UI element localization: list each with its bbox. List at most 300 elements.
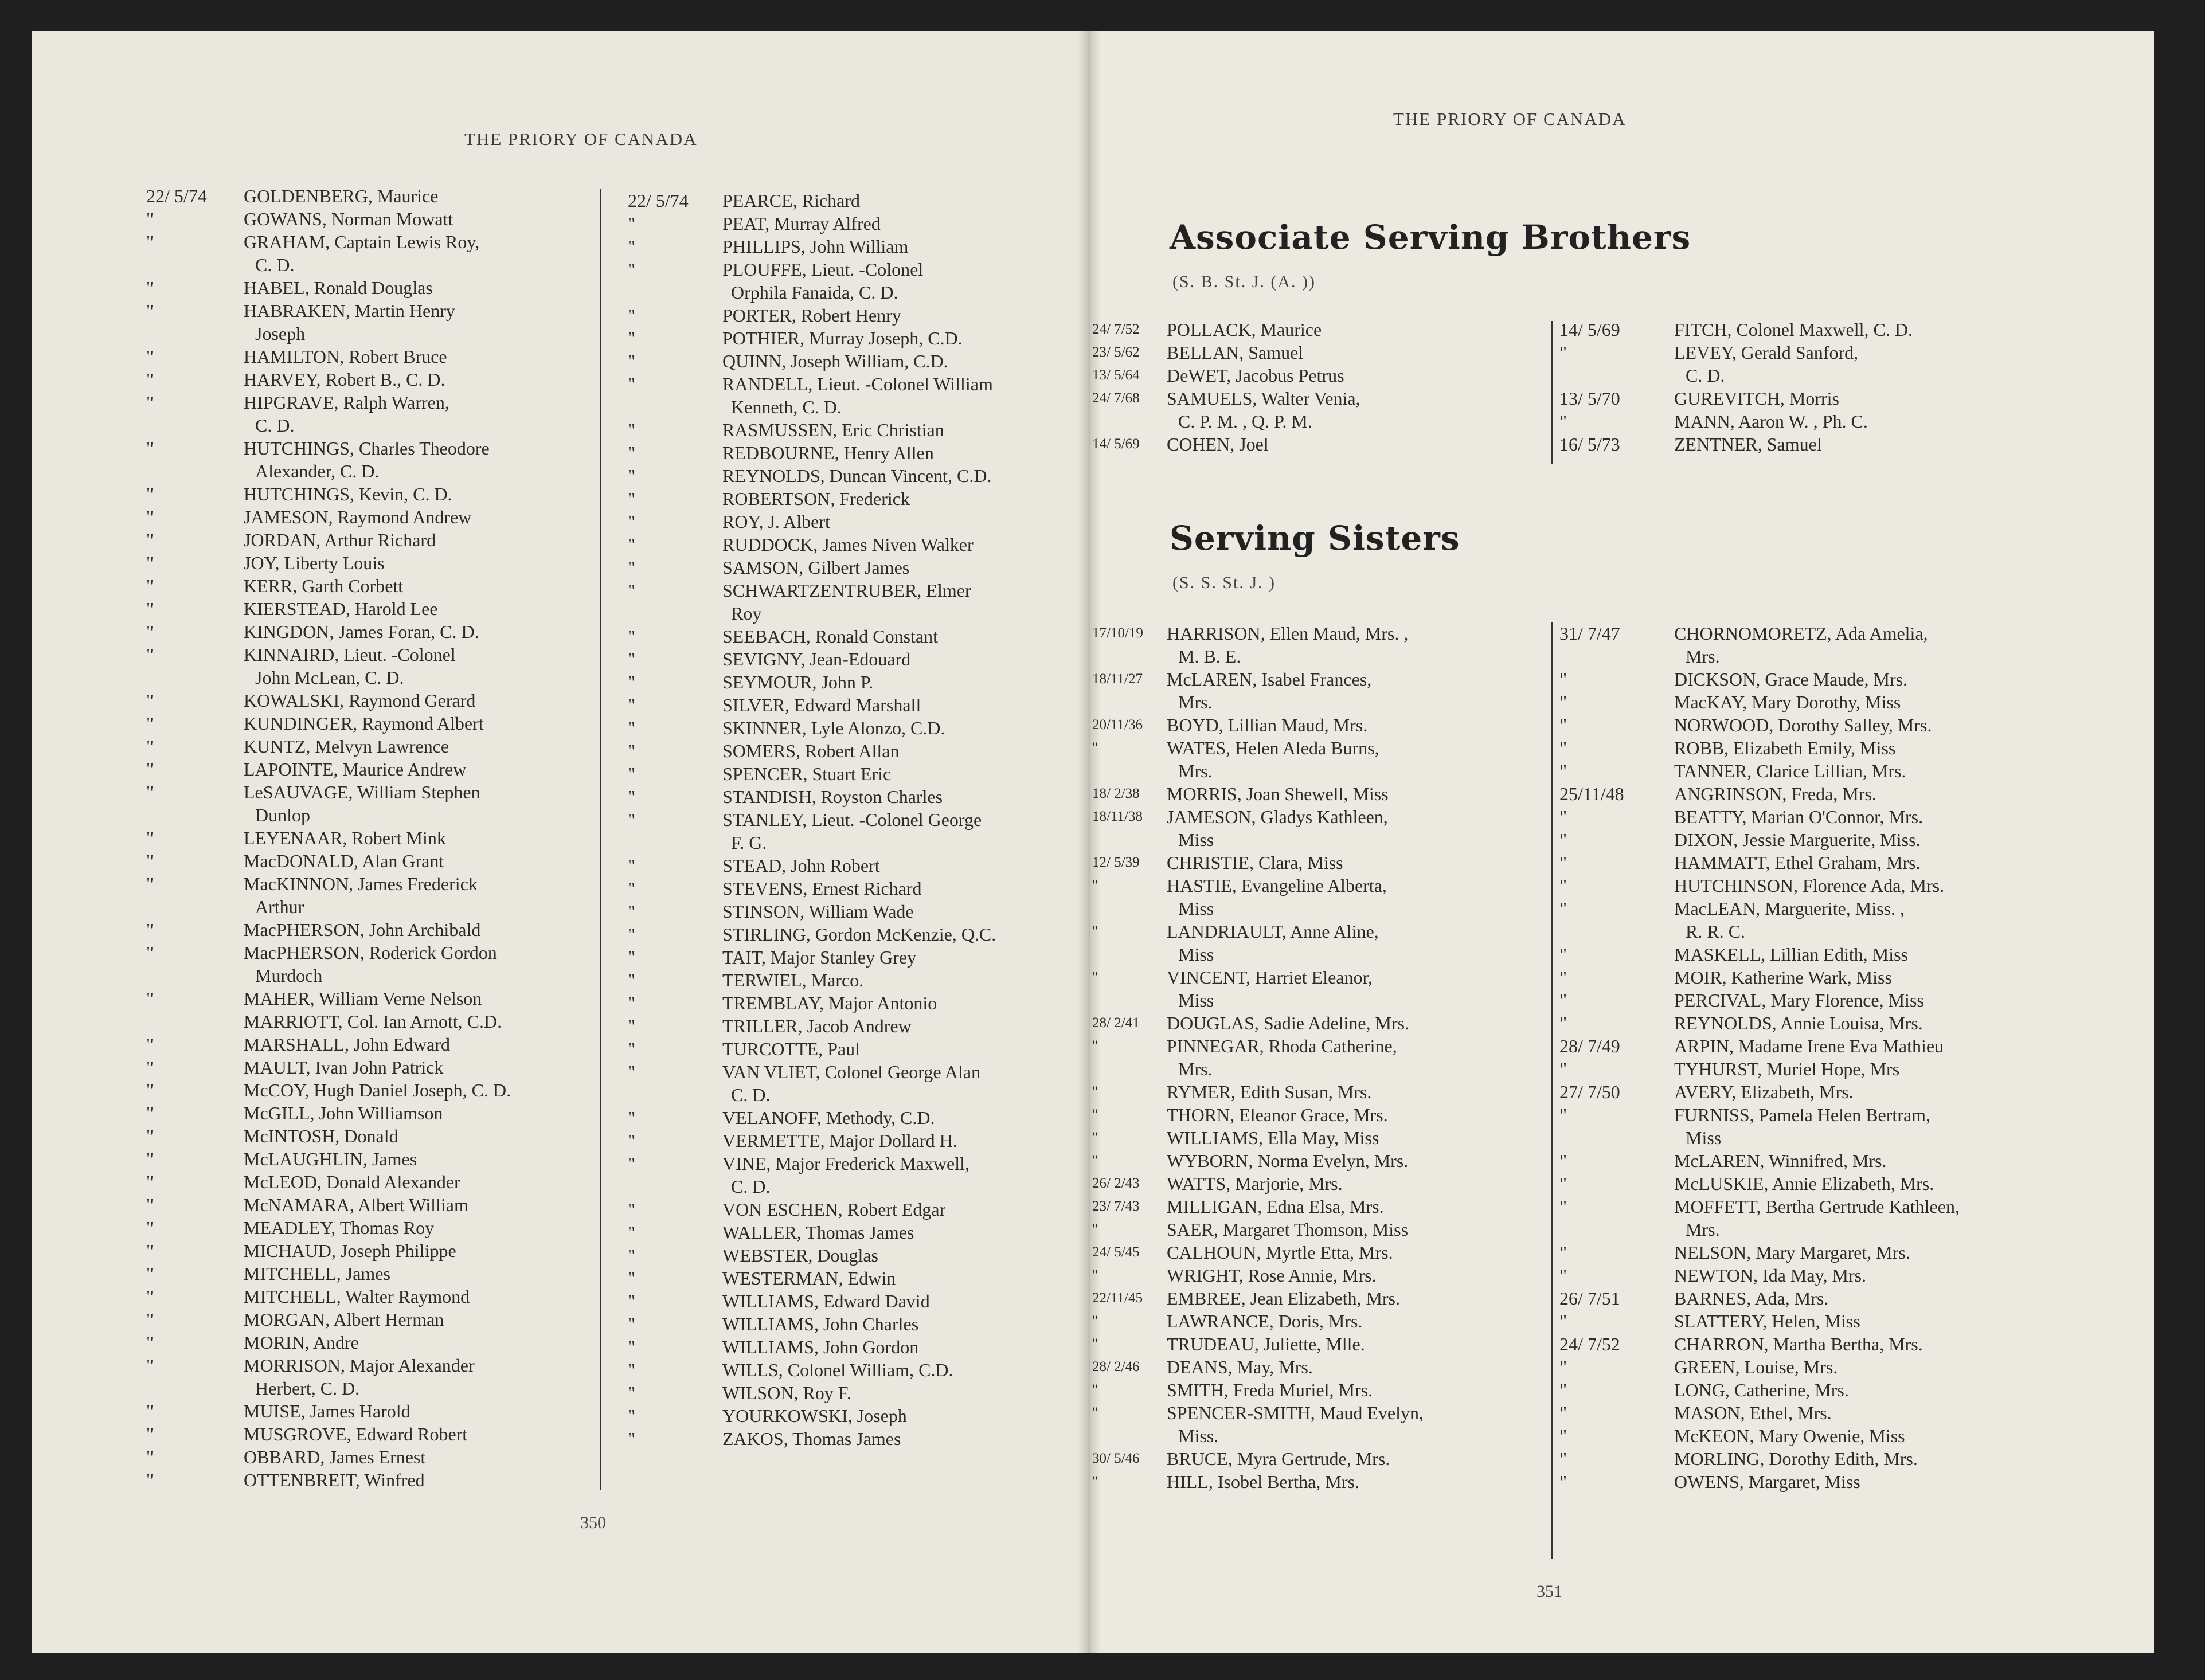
entry-name: PHILLIPS, John William: [722, 236, 909, 257]
list-entry: [1092, 1241, 1545, 1264]
list-entry: [1559, 782, 2121, 805]
list-entry: [146, 1125, 611, 1148]
entry-name: JAMESON, Gladys Kathleen,: [1167, 806, 1388, 827]
list-entry: [1559, 1287, 2121, 1310]
list-entry: [146, 1285, 611, 1308]
list-entry: [628, 258, 1069, 304]
entry-name: PINNEGAR, Rhoda Catherine,: [1167, 1036, 1397, 1056]
list-entry: [1559, 1241, 2121, 1264]
entry-name: MANN, Aaron W. , Ph. C.: [1674, 411, 1868, 432]
entry-name: COHEN, Joel: [1167, 434, 1269, 455]
list-entry: [1092, 1470, 1545, 1493]
entry-date: ": [628, 626, 636, 647]
entry-name: PORTER, Robert Henry: [722, 305, 901, 326]
entry-date: ": [1559, 411, 1567, 432]
entry-name: HARRISON, Ellen Maud, Mrs. ,: [1167, 623, 1409, 644]
entry-name: RASMUSSEN, Eric Christian: [722, 420, 944, 440]
list-entry: [1559, 943, 2121, 966]
entry-name: VELANOFF, Methody, C.D.: [722, 1107, 935, 1128]
entry-date: ": [628, 809, 636, 830]
entry-name: MOIR, Katherine Wark, Miss: [1674, 967, 1892, 988]
entry-continuation: Arthur: [255, 896, 304, 917]
list-entry: [628, 1404, 1069, 1427]
entry-name: MOFFETT, Bertha Gertrude Kathleen,: [1674, 1196, 1960, 1217]
entry-name: BELLAN, Samuel: [1167, 342, 1304, 363]
list-entry: [146, 620, 611, 643]
entry-name: McNAMARA, Albert William: [244, 1195, 468, 1215]
entry-date: ": [628, 351, 636, 371]
entry-date: ": [628, 1245, 636, 1266]
list-entry: [146, 872, 611, 918]
list-entry: [628, 579, 1069, 625]
entry-date: ": [1092, 1130, 1098, 1145]
entry-date: ": [146, 1034, 154, 1055]
entry-name: MORRISON, Major Alexander: [244, 1355, 475, 1376]
entry-name: NORWOOD, Dorothy Salley, Mrs.: [1674, 715, 1932, 735]
list-entry: [628, 785, 1069, 808]
entry-name: DIXON, Jessie Marguerite, Miss.: [1674, 829, 1921, 850]
entry-date: ": [628, 1268, 636, 1289]
entry-date: ": [628, 511, 636, 532]
entry-name: LEYENAAR, Robert Mink: [244, 828, 446, 848]
list-entry: [146, 1033, 611, 1056]
list-entry: [146, 689, 611, 712]
list-entry: [146, 1148, 611, 1170]
entry-name: BRUCE, Myra Gertrude, Mrs.: [1167, 1448, 1390, 1469]
entry-date: ": [146, 1424, 154, 1444]
entry-date: ": [146, 942, 154, 963]
list-entry: [1559, 1310, 2121, 1333]
list-entry: [628, 418, 1069, 441]
entry-name: REYNOLDS, Duncan Vincent, C.D.: [722, 465, 992, 486]
entry-name: PEARCE, Richard: [722, 190, 860, 211]
list-entry: [628, 1221, 1069, 1244]
entry-continuation: Miss: [1178, 898, 1214, 919]
list-entry: [146, 1446, 611, 1468]
entry-date: ": [628, 442, 636, 463]
entry-name: REDBOURNE, Henry Allen: [722, 442, 934, 463]
entry-date: 31/ 7/47: [1559, 623, 1620, 644]
list-entry: [1092, 622, 1545, 668]
entry-name: QUINN, Joseph William, C.D.: [722, 351, 948, 371]
entry-name: HABRAKEN, Martin Henry: [244, 300, 455, 321]
list-entry: [146, 758, 611, 781]
entry-name: JORDAN, Arthur Richard: [244, 530, 436, 550]
entry-date: ": [628, 465, 636, 486]
entry-date: ": [628, 649, 636, 669]
entry-name: PEAT, Murray Alfred: [722, 213, 881, 234]
list-entry: [146, 483, 611, 506]
list-entry: [628, 1290, 1069, 1313]
entry-date: ": [146, 438, 154, 459]
entry-date: ": [628, 374, 636, 394]
entry-date: ": [146, 874, 154, 894]
entry-name: VINCENT, Harriet Eleanor,: [1167, 967, 1373, 988]
entry-date: ": [628, 1383, 636, 1403]
entry-date: ": [628, 1062, 636, 1082]
entry-name: ROBB, Elizabeth Emily, Miss: [1674, 738, 1896, 758]
list-entry: [1559, 622, 2121, 668]
entry-name: ARPIN, Madame Irene Eva Mathieu: [1674, 1036, 1944, 1056]
list-entry: [628, 189, 1069, 212]
entry-date: 26/ 2/43: [1092, 1176, 1140, 1191]
list-entry: [146, 918, 611, 941]
entry-date: ": [628, 1199, 636, 1220]
list-entry: [1092, 966, 1545, 1012]
entry-date: ": [146, 1263, 154, 1284]
list-entry: [628, 373, 1069, 418]
sisters-subtitle: (S. S. St. J. ): [1172, 573, 1276, 592]
entry-name: KUNTZ, Melvyn Lawrence: [244, 736, 449, 757]
list-entry: [1559, 851, 2121, 874]
list-entry: [1559, 1333, 2121, 1356]
entry-date: 16/ 5/73: [1559, 434, 1620, 455]
entry-date: ": [628, 1039, 636, 1059]
entry-date: ": [146, 1126, 154, 1146]
entry-name: ROY, J. Albert: [722, 511, 830, 532]
entry-continuation: C. D.: [255, 254, 295, 275]
entry-name: MacLEAN, Marguerite, Miss. ,: [1674, 898, 1905, 919]
entry-date: ": [146, 1355, 154, 1376]
entry-continuation: C. D.: [1686, 365, 1725, 386]
entry-date: ": [1092, 1221, 1098, 1237]
entry-name: FITCH, Colonel Maxwell, C. D.: [1674, 319, 1913, 340]
list-entry: [146, 391, 611, 437]
entry-name: WATES, Helen Aleda Burns,: [1167, 738, 1379, 758]
list-entry: [1559, 1356, 2121, 1379]
entry-date: ": [146, 392, 154, 413]
entry-date: 23/ 5/62: [1092, 344, 1140, 360]
entry-name: McKEON, Mary Owenie, Miss: [1674, 1426, 1905, 1446]
entry-date: 12/ 5/39: [1092, 855, 1140, 870]
entry-name: TRILLER, Jacob Andrew: [722, 1016, 912, 1036]
entry-date: ": [1559, 1403, 1567, 1423]
list-entry: [628, 739, 1069, 762]
list-entry: [146, 551, 611, 574]
entry-name: WILLIAMS, John Charles: [722, 1314, 919, 1334]
list-entry: [146, 368, 611, 391]
entry-continuation: Mrs.: [1686, 646, 1720, 667]
entry-date: ": [1559, 852, 1567, 873]
list-entry: [628, 556, 1069, 579]
entry-date: ": [628, 1405, 636, 1426]
entry-date: ": [628, 1153, 636, 1174]
list-entry: [1559, 1012, 2121, 1035]
entry-name: MORGAN, Albert Herman: [244, 1309, 444, 1330]
list-entry: [628, 900, 1069, 923]
entry-name: GRAHAM, Captain Lewis Roy,: [244, 232, 480, 252]
entry-name: HAMMATT, Ethel Graham, Mrs.: [1674, 852, 1921, 873]
list-entry: [1559, 1035, 2121, 1058]
list-entry: [1092, 714, 1545, 737]
entry-date: ": [628, 901, 636, 922]
entry-name: STEAD, John Robert: [722, 855, 880, 876]
entry-name: GUREVITCH, Morris: [1674, 388, 1839, 409]
entry-name: MILLIGAN, Edna Elsa, Mrs.: [1167, 1196, 1384, 1217]
right-page-header: THE PRIORY OF CANADA: [1393, 109, 1627, 129]
list-entry: [628, 235, 1069, 258]
entry-name: TAIT, Major Stanley Grey: [722, 947, 917, 968]
entry-date: ": [628, 1360, 636, 1380]
entry-name: DICKSON, Grace Maude, Mrs.: [1674, 669, 1908, 690]
list-entry: [1559, 1149, 2121, 1172]
entry-date: 24/ 7/52: [1092, 322, 1140, 337]
list-entry: [1092, 1333, 1545, 1356]
list-entry: [1559, 1379, 2121, 1401]
entry-date: ": [628, 236, 636, 257]
brothers-column-right: [1559, 318, 2030, 456]
list-entry: [146, 643, 611, 689]
entry-name: SEVIGNY, Jean-Edouard: [722, 649, 911, 669]
entry-name: BOYD, Lillian Maud, Mrs.: [1167, 715, 1368, 735]
list-entry: [1092, 1287, 1545, 1310]
list-entry: [146, 528, 611, 551]
entry-name: VERMETTE, Major Dollard H.: [722, 1130, 957, 1151]
entry-date: ": [1559, 1357, 1567, 1377]
list-entry: [628, 350, 1069, 373]
entry-date: ": [1559, 1426, 1567, 1446]
entry-name: ZENTNER, Samuel: [1674, 434, 1822, 455]
entry-date: ": [628, 718, 636, 738]
list-entry: [628, 694, 1069, 716]
entry-name: STIRLING, Gordon McKenzie, Q.C.: [722, 924, 996, 945]
entry-name: MORRIS, Joan Shewell, Miss: [1167, 784, 1389, 804]
entry-date: ": [1092, 1038, 1098, 1054]
list-entry: [1559, 387, 2030, 410]
entry-name: RANDELL, Lieut. -Colonel William: [722, 374, 993, 394]
list-entry: [628, 1313, 1069, 1336]
entry-name: NELSON, Mary Margaret, Mrs.: [1674, 1242, 1910, 1263]
entry-continuation: M. B. E.: [1178, 646, 1241, 667]
entry-name: MORLING, Dorothy Edith, Mrs.: [1674, 1448, 1918, 1469]
entry-name: MITCHELL, James: [244, 1263, 390, 1284]
entry-date: ": [1559, 990, 1567, 1011]
entry-name: DOUGLAS, Sadie Adeline, Mrs.: [1167, 1013, 1410, 1033]
entry-date: ": [146, 484, 154, 504]
entry-name: OWENS, Margaret, Miss: [1674, 1471, 1860, 1492]
entry-date: ": [1559, 1242, 1567, 1263]
entry-date: ": [1559, 1380, 1567, 1400]
entry-date: ": [628, 924, 636, 945]
entry-continuation: Joseph: [255, 323, 306, 344]
entry-name: AVERY, Elizabeth, Mrs.: [1674, 1082, 1854, 1102]
list-entry: [1092, 782, 1545, 805]
entry-continuation: C. P. M. , Q. P. M.: [1178, 411, 1312, 432]
entry-name: TYHURST, Muriel Hope, Mrs: [1674, 1059, 1900, 1079]
entry-name: VINE, Major Frederick Maxwell,: [722, 1153, 969, 1174]
entry-date: ": [146, 1447, 154, 1467]
entry-name: HUTCHINSON, Florence Ada, Mrs.: [1674, 875, 1945, 896]
entry-name: HUTCHINGS, Charles Theodore: [244, 438, 490, 459]
entry-date: ": [146, 1103, 154, 1123]
entry-date: ": [1559, 669, 1567, 690]
list-entry: [146, 849, 611, 872]
entry-date: ": [146, 232, 154, 252]
entry-date: ": [146, 507, 154, 527]
entry-date: ": [146, 1080, 154, 1101]
entry-name: TREMBLAY, Major Antonio: [722, 993, 937, 1013]
entry-name: KERR, Garth Corbett: [244, 575, 404, 596]
entry-name: GOLDENBERG, Maurice: [244, 186, 439, 206]
list-entry: [146, 1010, 611, 1033]
list-entry: [628, 1267, 1069, 1290]
entry-name: McLEOD, Donald Alexander: [244, 1172, 460, 1192]
entry-date: 22/ 5/74: [628, 190, 689, 211]
entry-name: GREEN, Louise, Mrs.: [1674, 1357, 1838, 1377]
entry-name: WILLIAMS, John Gordon: [722, 1337, 919, 1357]
entry-date: ": [1559, 967, 1567, 988]
entry-continuation: F. G.: [731, 832, 767, 853]
entry-date: 27/ 7/50: [1559, 1082, 1620, 1102]
entry-date: ": [146, 1172, 154, 1192]
entry-name: SPENCER, Stuart Eric: [722, 763, 892, 784]
entry-date: 22/11/45: [1092, 1290, 1143, 1306]
brothers-section-title: Associate Serving Brothers: [1170, 218, 1691, 257]
entry-name: SLATTERY, Helen, Miss: [1674, 1311, 1860, 1332]
entry-continuation: Herbert, C. D.: [255, 1378, 360, 1399]
entry-name: VON ESCHEN, Robert Edgar: [722, 1199, 946, 1220]
column-divider: [600, 189, 601, 1490]
entry-date: ": [1559, 1471, 1567, 1492]
list-entry: [1559, 1401, 2121, 1424]
list-entry: [1559, 1172, 2121, 1195]
list-entry: [628, 969, 1069, 992]
list-entry: [1559, 1195, 2121, 1241]
list-entry: [146, 597, 611, 620]
brothers-subtitle: (S. B. St. J. (A. )): [1172, 272, 1316, 291]
entry-name: McINTOSH, Donald: [244, 1126, 398, 1146]
entry-name: SCHWARTZENTRUBER, Elmer: [722, 580, 971, 601]
list-entry: [628, 992, 1069, 1015]
entry-date: ": [146, 575, 154, 596]
list-entry: [1092, 318, 1545, 341]
entry-name: WYBORN, Norma Evelyn, Mrs.: [1167, 1150, 1409, 1171]
list-entry: [628, 1358, 1069, 1381]
entry-name: MacPHERSON, John Archibald: [244, 919, 481, 940]
entry-name: REYNOLDS, Annie Louisa, Mrs.: [1674, 1013, 1923, 1033]
entry-name: TURCOTTE, Paul: [722, 1039, 860, 1059]
entry-date: ": [1559, 829, 1567, 850]
entry-name: MAULT, Ivan John Patrick: [244, 1057, 444, 1078]
entry-date: ": [628, 672, 636, 692]
list-entry: [1559, 1103, 2121, 1149]
entry-name: MARSHALL, John Edward: [244, 1034, 450, 1055]
entry-date: ": [628, 557, 636, 578]
entry-name: WATTS, Marjorie, Mrs.: [1167, 1173, 1343, 1194]
list-entry: [628, 1152, 1069, 1198]
entry-continuation: Dunlop: [255, 805, 310, 825]
entry-name: MacDONALD, Alan Grant: [244, 851, 444, 871]
entry-continuation: Mrs.: [1686, 1219, 1720, 1240]
entry-name: WILLIAMS, Edward David: [722, 1291, 930, 1311]
entry-continuation: Miss: [1178, 944, 1214, 965]
list-entry: [146, 1102, 611, 1125]
entry-date: ": [628, 534, 636, 555]
entry-date: ": [146, 1195, 154, 1215]
list-entry: [146, 1170, 611, 1193]
entry-name: KIERSTEAD, Harold Lee: [244, 598, 438, 619]
list-entry: [628, 441, 1069, 464]
list-entry: [1559, 897, 2121, 943]
entry-name: PERCIVAL, Mary Florence, Miss: [1674, 990, 1924, 1011]
entry-name: MORIN, Andre: [244, 1332, 359, 1353]
entry-date: ": [628, 1130, 636, 1151]
entry-date: ": [628, 786, 636, 807]
entry-date: ": [146, 209, 154, 229]
entry-name: ANGRINSON, Freda, Mrs.: [1674, 784, 1876, 804]
entry-date: ": [628, 878, 636, 899]
entry-date: ": [1092, 1153, 1098, 1168]
entry-date: ": [1092, 1107, 1098, 1122]
right-page-number: 351: [1537, 1582, 1562, 1601]
entry-name: YOURKOWSKI, Joseph: [722, 1405, 907, 1426]
list-entry: [1092, 1080, 1545, 1103]
entry-continuation: Mrs.: [1178, 692, 1213, 712]
list-entry: [1559, 1264, 2121, 1287]
list-entry: [1092, 1149, 1545, 1172]
entry-name: GOWANS, Norman Mowatt: [244, 209, 453, 229]
list-entry: [628, 464, 1069, 487]
list-entry: [1092, 1195, 1545, 1218]
entry-name: LAPOINTE, Maurice Andrew: [244, 759, 467, 780]
list-entry: [1559, 410, 2030, 433]
entry-date: ": [1559, 692, 1567, 712]
list-entry: [628, 854, 1069, 877]
entry-name: KINNAIRD, Lieut. -Colonel: [244, 644, 456, 665]
entry-date: ": [628, 420, 636, 440]
entry-date: ": [1559, 738, 1567, 758]
entry-name: KUNDINGER, Raymond Albert: [244, 713, 484, 734]
left-page-number: 350: [580, 1513, 606, 1532]
list-entry: [628, 1129, 1069, 1152]
entry-date: ": [146, 1332, 154, 1353]
entry-date: 18/11/27: [1092, 671, 1143, 687]
entry-name: WEBSTER, Douglas: [722, 1245, 878, 1266]
entry-date: 18/ 2/38: [1092, 786, 1140, 801]
entry-date: 14/ 5/69: [1559, 319, 1620, 340]
entry-date: ": [1092, 1336, 1098, 1352]
entry-continuation: Murdoch: [255, 965, 323, 986]
list-entry: [1559, 714, 2121, 737]
list-entry: [628, 1381, 1069, 1404]
list-entry: [146, 987, 611, 1010]
list-entry: [1092, 1218, 1545, 1241]
entry-date: ": [628, 695, 636, 715]
list-entry: [628, 1037, 1069, 1060]
entry-name: CHRISTIE, Clara, Miss: [1167, 852, 1343, 873]
entry-date: ": [1092, 740, 1098, 755]
entry-date: ": [628, 305, 636, 326]
entry-name: WRIGHT, Rose Annie, Mrs.: [1167, 1265, 1377, 1286]
entry-name: STANLEY, Lieut. -Colonel George: [722, 809, 982, 830]
entry-continuation: Mrs.: [1178, 1059, 1213, 1079]
entry-name: MacPHERSON, Roderick Gordon: [244, 942, 497, 963]
entry-name: MARRIOTT, Col. Ian Arnott, C.D.: [244, 1011, 502, 1032]
entry-date: 26/ 7/51: [1559, 1288, 1620, 1309]
entry-date: ": [628, 213, 636, 234]
list-entry: [628, 1244, 1069, 1267]
list-entry: [1092, 668, 1545, 714]
entry-name: CALHOUN, Myrtle Etta, Mrs.: [1167, 1242, 1393, 1263]
entry-name: McLAUGHLIN, James: [244, 1149, 417, 1169]
entry-name: KOWALSKI, Raymond Gerard: [244, 690, 476, 711]
entry-date: ": [1559, 1059, 1567, 1079]
list-entry: [146, 1056, 611, 1079]
entry-name: SPENCER-SMITH, Maud Evelyn,: [1167, 1403, 1424, 1423]
list-entry: [146, 1354, 611, 1400]
entry-date: ": [146, 598, 154, 619]
list-entry: [146, 185, 611, 207]
